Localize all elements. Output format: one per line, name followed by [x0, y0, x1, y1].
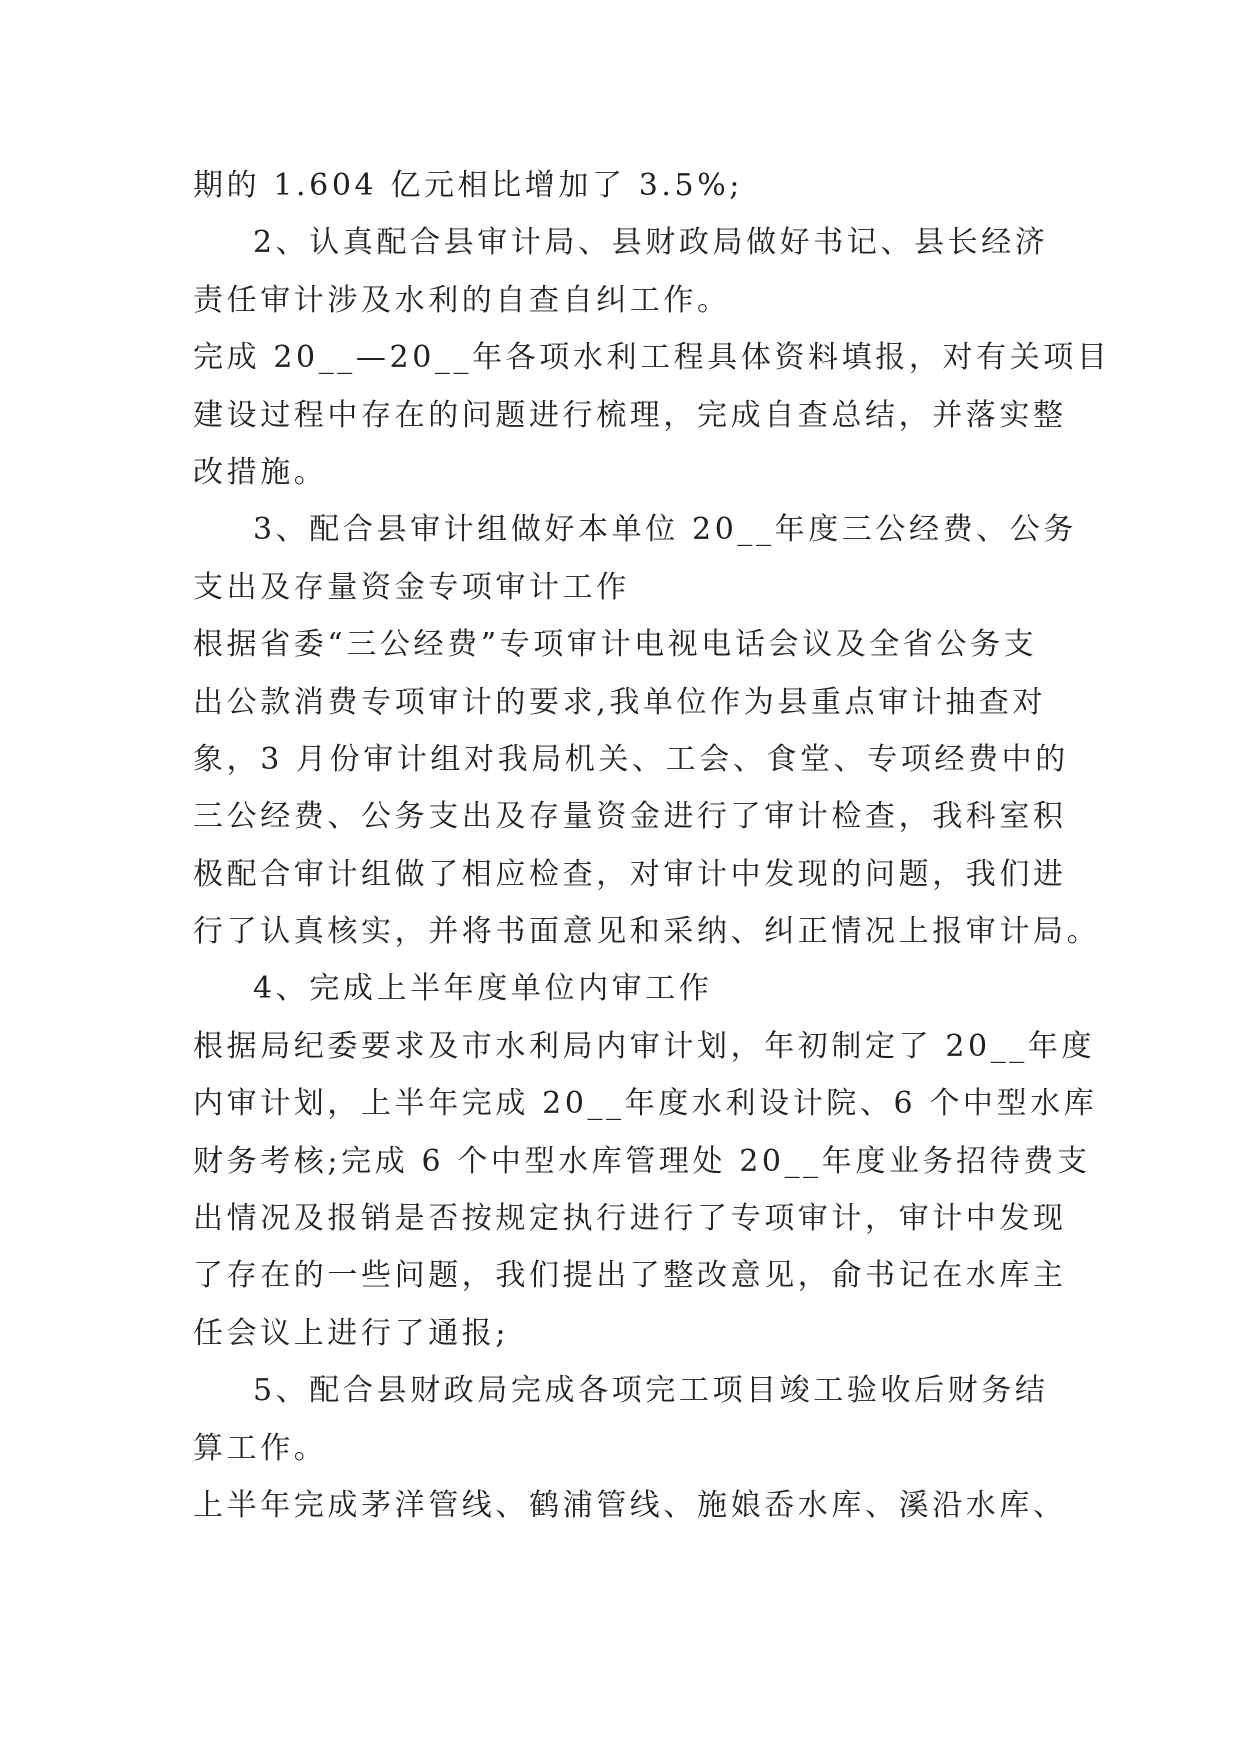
text-line: 完成 20__—20__年各项水利工程具体资料填报，对有关项目 [193, 340, 1111, 376]
text-line: 出情况及报销是否按规定执行进行了专项审计，审计中发现 [193, 1201, 1067, 1237]
text-line: 根据局纪委要求及市水利局内审计划，年初制定了 20__年度 [193, 1028, 1096, 1064]
text-line: 任会议上进行了通报; [193, 1315, 510, 1351]
text-line: 象，3 月份审计组对我局机关、工会、食堂、专项经费中的 [193, 741, 1069, 777]
text-line: 2、认真配合县审计局、县财政局做好书记、县长经济 [253, 225, 1049, 261]
text-line: 改措施。 [193, 454, 328, 490]
text-line: 出公款消费专项审计的要求,我单位作为县重点审计抽查对 [193, 684, 1047, 720]
text-line: 根据省委“三公经费”专项审计电视电话会议及全省公务支 [193, 627, 1038, 663]
text-line: 期的 1.604 亿元相比增加了 3.5%; [193, 168, 744, 203]
text-line: 极配合审计组做了相应检查，对审计中发现的问题，我们进 [193, 856, 1067, 892]
text-line: 建设过程中存在的问题进行梳理，完成自查总结，并落实整 [193, 397, 1067, 433]
text-line: 3、配合县审计组做好本单位 20__年度三公经费、公务 [253, 512, 1077, 548]
text-line: 5、配合县财政局完成各项完工项目竣工验收后财务结 [253, 1373, 1049, 1409]
text-line: 上半年完成茅洋管线、鹤浦管线、施娘岙水库、溪沿水库、 [193, 1487, 1067, 1523]
text-line: 了存在的一些问题，我们提出了整改意见，俞书记在水库主 [193, 1258, 1067, 1294]
text-line: 责任审计涉及水利的自查自纠工作。 [193, 282, 731, 318]
text-line: 行了认真核实，并将书面意见和采纳、纠正情况上报审计局。 [193, 914, 1101, 950]
text-line: 4、完成上半年度单位内审工作 [253, 971, 713, 1007]
text-line: 财务考核;完成 6 个中型水库管理处 20__年度业务招待费支 [193, 1143, 1091, 1179]
text-line: 内审计划，上半年完成 20__年度水利设计院、6 个中型水库 [193, 1086, 1098, 1122]
text-line: 算工作。 [193, 1430, 328, 1466]
text-line: 支出及存量资金专项审计工作 [193, 569, 630, 605]
document-body [193, 157, 1111, 1534]
text-line: 三公经费、公务支出及存量资金进行了审计检查，我科室积 [193, 799, 1067, 835]
